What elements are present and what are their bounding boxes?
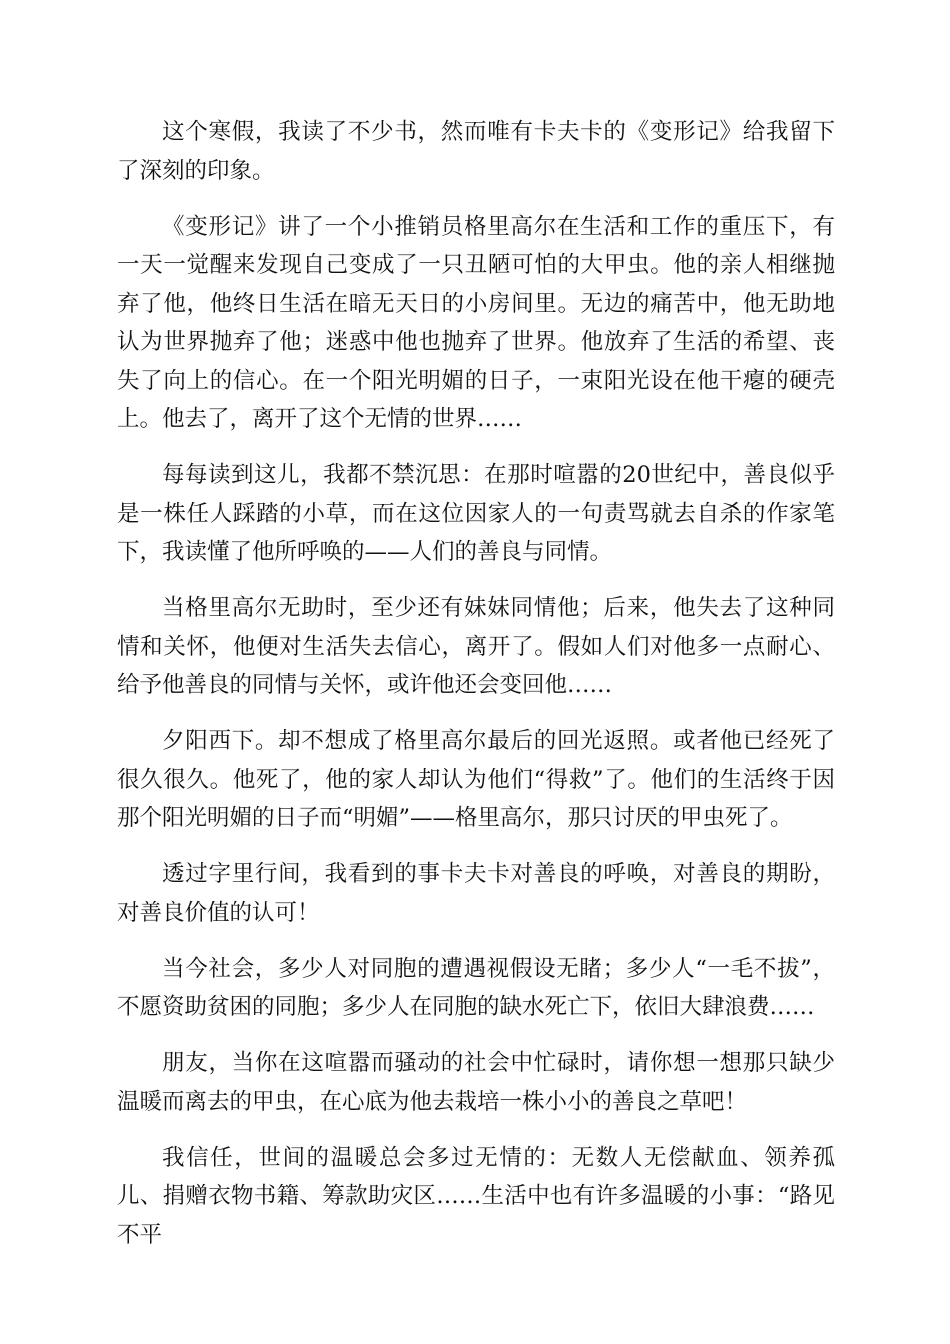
paragraph: 夕阳西下。却不想成了格里高尔最后的回光返照。或者他已经死了很久很久。他死了，他的家人却认为他们“得救”了。他们的生活终于因那个阳光明媚的日子而“明媚”——格里高尔，那只讨厌的甲虫死了。 xyxy=(117,728,835,831)
document-body xyxy=(117,113,835,1272)
paragraph: 每每读到这儿，我都不禁沉思：在那时喧嚣的20世纪中，善良似乎是一株任人踩踏的小草，而在这位因家人的一句责骂就去自杀的作家笔下，我读懂了他所呼唤的——人们的善良与同情。 xyxy=(117,462,835,565)
paragraph: 当今社会，多少人对同胞的遭遇视假设无睹；多少人“一毛不拔”，不愿资助贫困的同胞；多少人在同胞的缺水死亡下，依旧大肆浪费…… xyxy=(117,955,835,1020)
paragraph: 朋友，当你在这喧嚣而骚动的社会中忙碌时，请你想一想那只缺少温暖而离去的甲虫，在心底为他去栽培一株小小的善良之草吧！ xyxy=(117,1050,835,1115)
paragraph: 这个寒假，我读了不少书，然而唯有卡夫卡的《变形记》给我留下了深刻的印象。 xyxy=(117,119,835,184)
paragraph: 透过字里行间，我看到的事卡夫卡对善良的呼唤，对善良的期盼，对善良价值的认可！ xyxy=(117,861,835,926)
paragraph: 我信任，世间的温暖总会多过无情的：无数人无偿献血、领养孤儿、捐赠衣物书籍、筹款助灾区……生活中也有许多温暖的小事：“路见不平 xyxy=(117,1144,835,1248)
paragraph: 当格里高尔无助时，至少还有妹妹同情他；后来，他失去了这种同情和关怀，他便对生活失去信心，离开了。假如人们对他多一点耐心、给予他善良的同情与关怀，或许他还会变回他…… xyxy=(117,595,835,698)
paragraph: 《变形记》讲了一个小推销员格里高尔在生活和工作的重压下，有一天一觉醒来发现自己变成了一只丑陋可怕的大甲虫。他的亲人相继抛弃了他，他终日生活在暗无天日的小房间里。无边的痛苦中，他无助地认为世界抛弃了他；迷惑中他也抛弃了世界。他放弃了生活的希望、丧失了向上的信心。在一个阳光明媚的日子，一束阳光设在他干瘪的硬壳上。他去了，离开了这个无情的世界…… xyxy=(117,213,835,432)
